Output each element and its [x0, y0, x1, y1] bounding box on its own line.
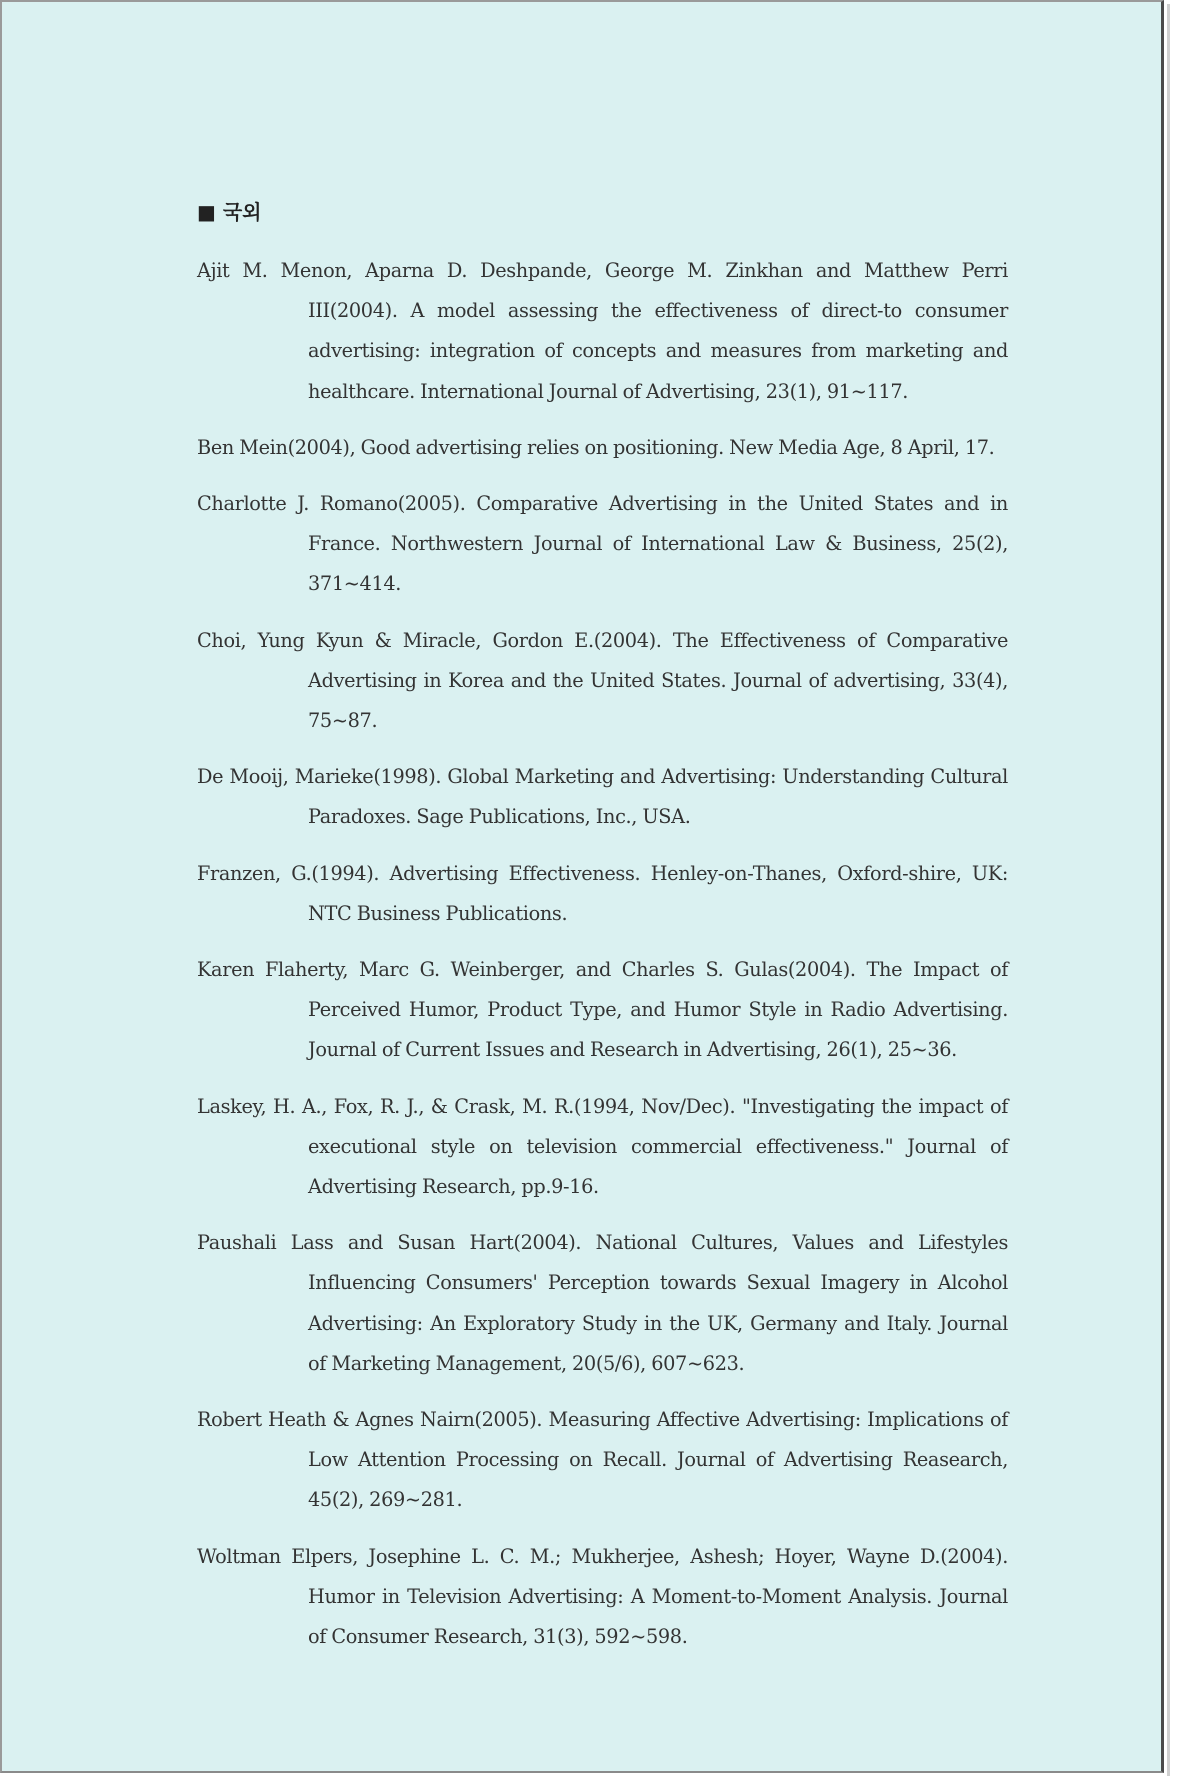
reference-list: [197, 251, 1008, 1657]
page-content: [197, 196, 1008, 1673]
reference-item: Franzen, G.(1994). Advertising Effectiveness. Henley-on-Thanes, Oxford-shire, UK: NTC Business Publications.: [197, 861, 1008, 925]
reference-item: Ajit M. Menon, Aparna D. Deshpande, George M. Zinkhan and Matthew Perri III(2004). A model assessing the effectiveness of direct-to consumer advertising: integration of concepts and measures from marketing and healthcare. International Journal of Advertising, 23(1), 91~117.: [197, 259, 1008, 403]
reference-item: Laskey, H. A., Fox, R. J., & Crask, M. R.(1994, Nov/Dec). "Investigating the impact of executional style on television commercial effectiveness." Journal of Advertising Research, pp.9-16.: [197, 1094, 1008, 1199]
reference-item: Charlotte J. Romano(2005). Comparative Advertising in the United States and in France. Northwestern Journal of International Law & Business, 25(2), 371~414.: [197, 492, 1008, 596]
reference-item: Paushali Lass and Susan Hart(2004). National Cultures, Values and Lifestyles Influencing Consumers' Perception towards Sexual Imagery in Alcohol Advertising: An Exploratory Study in the UK, Germany and Italy. Journal of Marketing Management, 20(5/6), 607~623.: [197, 1231, 1008, 1375]
reference-item: Ben Mein(2004), Good advertising relies on positioning. New Media Age, 8 April, 17.: [197, 435, 995, 459]
reference-item: Woltman Elpers, Josephine L. C. M.; Mukherjee, Ashesh; Hoyer, Wayne D.(2004). Humor in Television Advertising: A Moment-to-Moment Analysis. Journal of Consumer Research, 31(3), 592~598.: [197, 1544, 1008, 1649]
section-heading: ■ 국외: [197, 200, 262, 224]
reference-item: Choi, Yung Kyun & Miracle, Gordon E.(2004). The Effectiveness of Comparative Advertising in Korea and the United States. Journal of advertising, 33(4), 75~87.: [197, 628, 1008, 733]
reference-item: De Mooij, Marieke(1998). Global Marketing and Advertising: Understanding Cultural Paradoxes. Sage Publications, Inc., USA.: [197, 765, 1008, 829]
reference-item: Karen Flaherty, Marc G. Weinberger, and Charles S. Gulas(2004). The Impact of Perceived Humor, Product Type, and Humor Style in Radio Advertising. Journal of Current Issues and Research in Advertising, 26(1), 25~36.: [197, 958, 1008, 1062]
reference-item: Robert Heath & Agnes Nairn(2005). Measuring Affective Advertising: Implications of Low Attention Processing on Recall. Journal of Advertising Reasearch, 45(2), 269~281.: [197, 1408, 1008, 1512]
page-edge-shadow: [1167, 4, 1170, 1776]
